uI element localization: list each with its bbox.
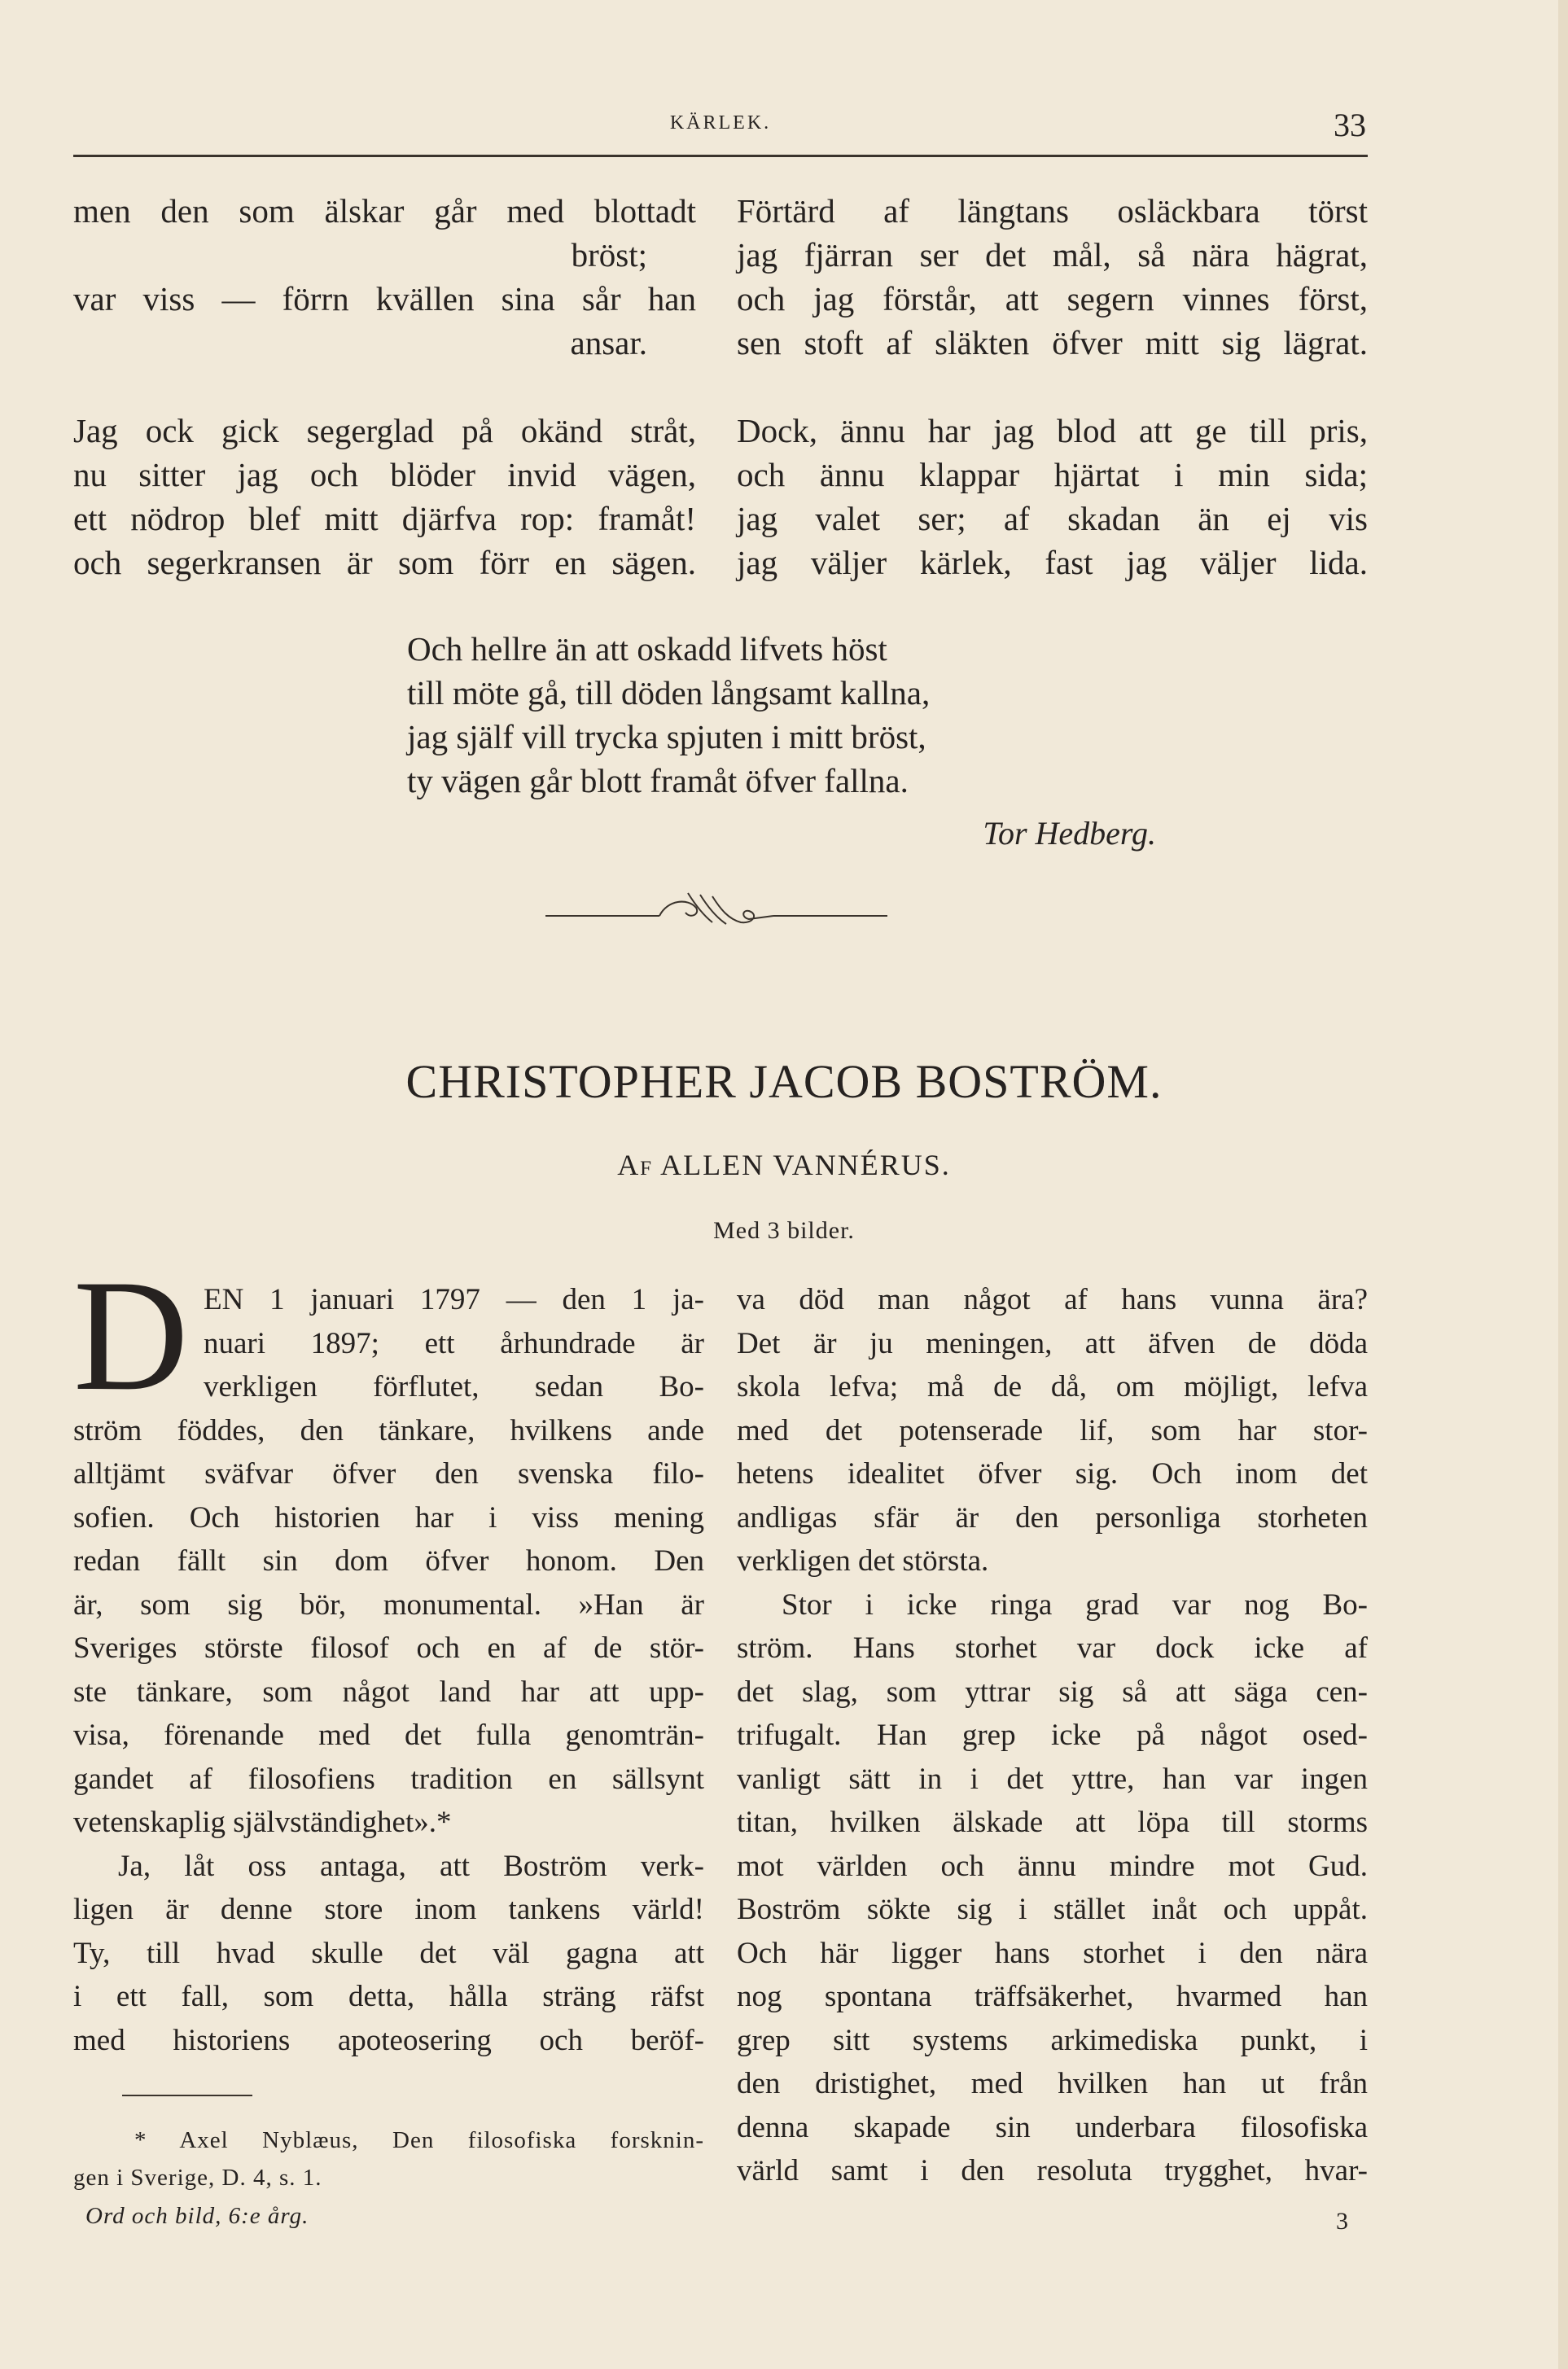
body-line: Och här ligger hans storhet i den nära bbox=[737, 1936, 1368, 1970]
body-line: verkligen det största. bbox=[737, 1544, 989, 1578]
drop-cap: D bbox=[73, 1247, 189, 1424]
body-line: sofien. Och historien har i viss mening bbox=[73, 1500, 704, 1535]
journal-footer: Ord och bild, 6:e årg. bbox=[85, 2203, 309, 2229]
body-line: hetens idealitet öfver sig. Och inom det bbox=[737, 1457, 1368, 1491]
footnote-line: * Axel Nyblæus, Den filosofiska forsknin- bbox=[134, 2127, 704, 2153]
page-edge bbox=[1558, 0, 1568, 2369]
poem-line: Förtärd af längtans osläckbara törst bbox=[737, 192, 1368, 230]
poem-line: nu sitter jag och blöder invid vägen, bbox=[73, 456, 696, 493]
signature-mark: 3 bbox=[1336, 2208, 1348, 2235]
poem-line: jag valet ser; af skadan än ej vis bbox=[737, 500, 1368, 537]
poem-stanza-4 bbox=[737, 409, 1368, 585]
body-line: grep sitt systems arkimediska punkt, i bbox=[737, 2023, 1368, 2057]
body-line: va död man något af hans vunna ära? bbox=[737, 1283, 1368, 1316]
running-head-title: KÄRLEK. bbox=[669, 112, 772, 134]
poem-line: och segerkransen är som förr en sägen. bbox=[73, 544, 696, 581]
body-line: med det potenserade lif, som har stor- bbox=[737, 1413, 1368, 1447]
body-line: andligas sfär är den personliga storheten bbox=[737, 1500, 1368, 1535]
poem-line: jag väljer kärlek, fast jag väljer lida. bbox=[737, 544, 1368, 581]
body-line: EN 1 januari 1797 — den 1 ja- bbox=[204, 1283, 704, 1316]
poem-stanza-5 bbox=[407, 627, 1058, 803]
body-line: Ja, låt oss antaga, att Boström verk- bbox=[118, 1849, 704, 1883]
body-line: nuari 1897; ett århundrade är bbox=[204, 1326, 704, 1360]
article-title: CHRISTOPHER JACOB BOSTRÖM. bbox=[405, 1055, 1163, 1108]
poem-line: var viss — förrn kvällen sina sår han bbox=[73, 280, 696, 317]
body-line: värld samt i den resoluta trygghet, hvar- bbox=[737, 2154, 1368, 2187]
poem-stanza-3 bbox=[737, 189, 1368, 365]
body-line: verkligen förflutet, sedan Bo- bbox=[204, 1370, 704, 1403]
footnote bbox=[73, 2122, 704, 2196]
poem-line: ansar. bbox=[570, 324, 647, 361]
body-line: är, som sig bör, monumental. »Han är bbox=[73, 1587, 704, 1622]
body-line: nog spontana träffsäkerhet, hvarmed han bbox=[737, 1980, 1368, 2013]
poem-line: och ännu klappar hjärtat i min sida; bbox=[737, 456, 1368, 493]
poem-line: och jag förstår, att segern vinnes först, bbox=[737, 280, 1368, 317]
article-byline bbox=[0, 1148, 1568, 1182]
article-column-left bbox=[73, 1278, 704, 2062]
body-line: denna skapade sin underbara filosofiska bbox=[737, 2110, 1368, 2144]
poem-stanza-1 bbox=[73, 189, 696, 365]
body-line: ström. Hans storhet var dock icke af bbox=[737, 1631, 1368, 1665]
body-line: Sveriges störste filosof och en af de stör- bbox=[73, 1631, 704, 1665]
body-line: titan, hvilken älskade att löpa till storms bbox=[737, 1806, 1368, 1839]
body-line: ste tänkare, som något land har att upp- bbox=[73, 1675, 704, 1709]
poem-line: till möte gå, till döden långsamt kallna, bbox=[407, 674, 931, 712]
poem-line: jag själf vill trycka spjuten i mitt bröst, bbox=[407, 718, 926, 755]
poem-signature: Tor Hedberg. bbox=[983, 815, 1156, 852]
body-line: skola lefva; må de då, om möjligt, lefva bbox=[737, 1370, 1368, 1403]
body-line: Boström sökte sig i stället inåt och uppåt. bbox=[737, 1893, 1368, 1926]
poem-line: bröst; bbox=[571, 236, 647, 274]
running-head bbox=[73, 106, 1368, 157]
article-subtitle: Med 3 bilder. bbox=[713, 1217, 855, 1244]
body-line: med historiens apoteosering och beröf- bbox=[73, 2023, 704, 2057]
body-line: mot världen och ännu mindre mot Gud. bbox=[737, 1849, 1368, 1883]
poem-line: ett nödrop blef mitt djärfva rop: framåt! bbox=[73, 500, 696, 537]
footnote-line: gen i Sverige, D. 4, s. 1. bbox=[73, 2165, 322, 2191]
body-line: Stor i icke ringa grad var nog Bo- bbox=[782, 1587, 1368, 1622]
poem-line: sen stoft af släkten öfver mitt sig lägrat. bbox=[737, 324, 1368, 361]
body-line: gandet af filosofiens tradition en sällsynt bbox=[73, 1762, 704, 1796]
poem-line: men den som älskar går med blottadt bbox=[73, 192, 696, 230]
poem-stanza-2 bbox=[73, 409, 696, 585]
body-line: ligen är denne store inom tankens värld! bbox=[73, 1893, 704, 1926]
byline-author: ALLEN VANNÉRUS. bbox=[660, 1149, 951, 1181]
poem-line: Jag ock gick segerglad på okänd stråt, bbox=[73, 412, 696, 449]
poem-line: Dock, ännu har jag blod att ge till pris, bbox=[737, 412, 1368, 449]
page-number: 33 bbox=[1334, 107, 1366, 143]
footnote-divider bbox=[122, 2095, 252, 2096]
body-line: visa, förenande med det fulla genomträn- bbox=[73, 1719, 704, 1752]
byline-prefix: Af bbox=[617, 1149, 654, 1181]
body-line: trifugalt. Han grep icke på något osed- bbox=[737, 1719, 1368, 1752]
poem-line: ty vägen går blott framåt öfver fallna. bbox=[407, 762, 909, 799]
article-column-right bbox=[737, 1278, 1368, 2193]
ornament-divider-icon bbox=[545, 883, 887, 932]
body-line: ström föddes, den tänkare, hvilkens ande bbox=[73, 1413, 704, 1447]
body-line: redan fällt sin dom öfver honom. Den bbox=[73, 1544, 704, 1578]
body-line: i ett fall, som detta, hålla sträng räfst bbox=[73, 1980, 704, 2013]
poem-line: Och hellre än att oskadd lifvets höst bbox=[407, 630, 887, 668]
poem-line: jag fjärran ser det mål, så nära hägrat, bbox=[737, 236, 1368, 274]
body-line: alltjämt sväfvar öfver den svenska filo- bbox=[73, 1457, 704, 1491]
body-line: den dristighet, med hvilken han ut från bbox=[737, 2067, 1368, 2100]
body-line: Det är ju meningen, att äfven de döda bbox=[737, 1326, 1368, 1360]
body-line: vetenskaplig självständighet».* bbox=[73, 1806, 452, 1839]
body-line: det slag, som yttrar sig så att säga cen- bbox=[737, 1675, 1368, 1709]
body-line: vanligt sätt in i det yttre, han var ingen bbox=[737, 1762, 1368, 1796]
body-line: Ty, till hvad skulle det väl gagna att bbox=[73, 1936, 704, 1970]
